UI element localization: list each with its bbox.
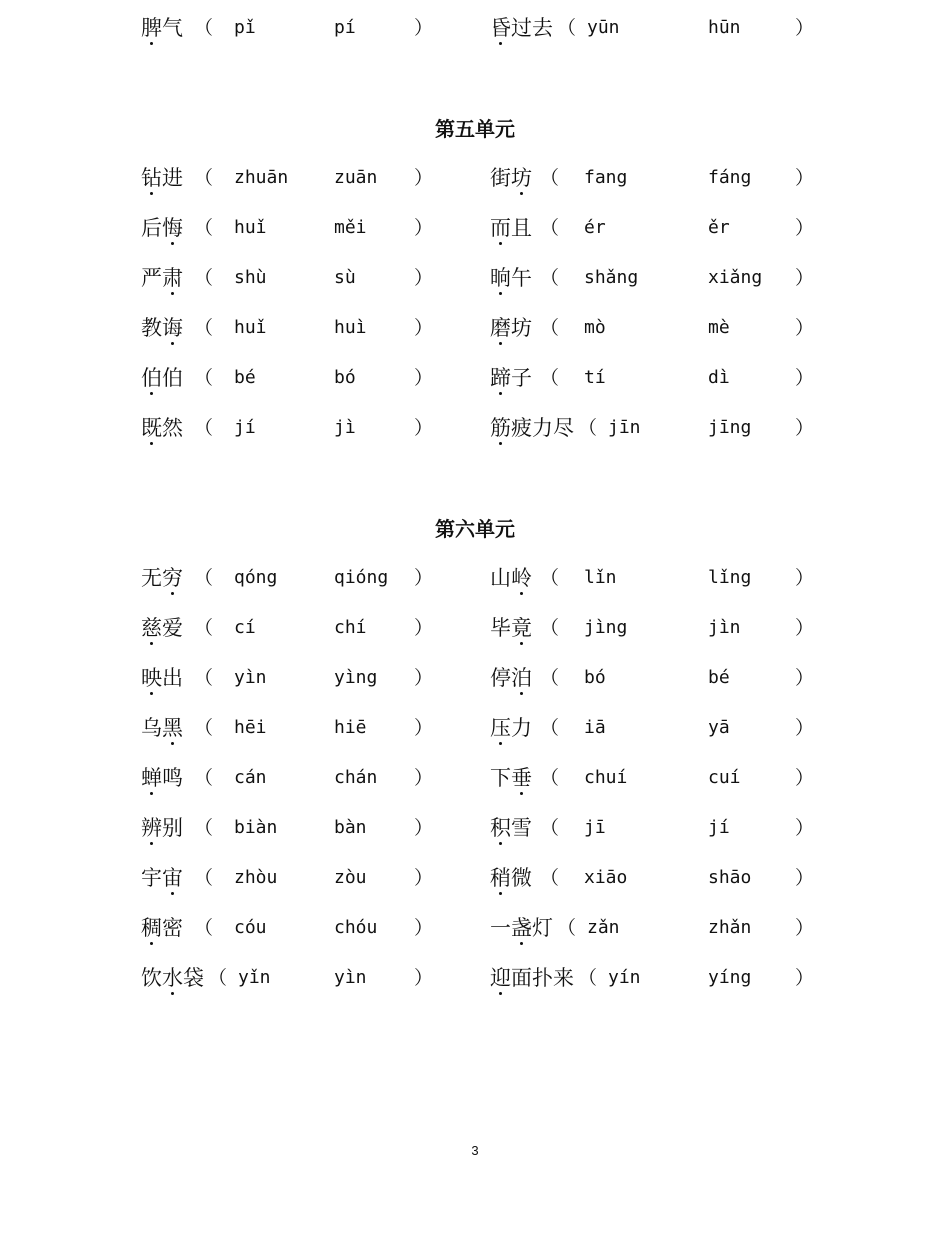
word-suffix: 微: [511, 866, 532, 890]
word-prefix: 严: [141, 266, 162, 290]
word-suffix: 坊: [511, 316, 532, 340]
close-paren: ）: [414, 617, 434, 639]
dotted-character: 迎: [490, 960, 511, 996]
pinyin-option-b[interactable]: pí: [334, 17, 356, 38]
close-paren: ）: [795, 917, 815, 939]
dotted-character: 岭: [511, 560, 532, 596]
pinyin-option-a[interactable]: yín: [608, 967, 641, 988]
open-paren: （: [194, 767, 214, 789]
pinyin-option-b[interactable]: dì: [708, 367, 730, 388]
open-paren: （: [194, 17, 214, 39]
pinyin-option-a[interactable]: huǐ: [234, 317, 267, 338]
close-paren: ）: [414, 817, 434, 839]
pinyin-option-a[interactable]: ér: [584, 217, 606, 238]
close-paren: ）: [414, 367, 434, 389]
word-suffix: 出: [162, 666, 183, 690]
pinyin-option-a[interactable]: xiāo: [584, 867, 628, 888]
dotted-character: 稠: [141, 910, 162, 946]
close-paren: ）: [795, 217, 815, 239]
word-prefix: 一: [490, 916, 511, 940]
pinyin-option-b[interactable]: yìn: [334, 967, 367, 988]
dotted-character: 伯: [141, 360, 162, 396]
pinyin-option-b[interactable]: ěr: [708, 217, 730, 238]
page-number: 3: [471, 1143, 479, 1158]
pinyin-option-b[interactable]: bó: [334, 367, 356, 388]
dotted-character: 磨: [490, 310, 511, 346]
open-paren: （: [578, 417, 598, 439]
pinyin-option-a[interactable]: biàn: [234, 817, 278, 838]
quiz-item-right: [0, 960, 950, 996]
pinyin-option-a[interactable]: jí: [234, 417, 256, 438]
pinyin-option-a[interactable]: shù: [234, 267, 267, 288]
word-suffix: 雪: [511, 816, 532, 840]
quiz-item-right: [0, 710, 950, 746]
pinyin-option-b[interactable]: bé: [708, 667, 730, 688]
close-paren: ）: [795, 617, 815, 639]
close-paren: ）: [414, 867, 434, 889]
pinyin-option-b[interactable]: fáng: [708, 167, 752, 188]
close-paren: ）: [414, 17, 434, 39]
quiz-word: [490, 260, 532, 296]
dotted-character: 稍: [490, 860, 511, 896]
close-paren: ）: [414, 917, 434, 939]
open-paren: （: [540, 617, 560, 639]
pinyin-option-a[interactable]: yǐn: [238, 967, 271, 988]
word-prefix: 教: [141, 316, 162, 340]
quiz-word: [490, 810, 532, 846]
dotted-character: 盏: [511, 910, 532, 946]
word-suffix: 然: [162, 416, 183, 440]
pinyin-option-a[interactable]: shǎng: [584, 267, 639, 288]
dotted-character: 而: [490, 210, 511, 246]
open-paren: （: [540, 717, 560, 739]
word-suffix: 面扑来: [511, 966, 574, 990]
quiz-word: [490, 860, 532, 896]
dotted-character: 脾: [141, 10, 162, 46]
word-suffix: 伯: [162, 366, 183, 390]
dotted-character: 筋: [490, 410, 511, 446]
close-paren: ）: [414, 567, 434, 589]
word-suffix: 过去: [511, 16, 553, 40]
pinyin-option-b[interactable]: jīng: [708, 417, 752, 438]
pinyin-option-a[interactable]: jīn: [608, 417, 641, 438]
close-paren: ）: [795, 17, 815, 39]
quiz-item-right: [0, 410, 950, 446]
open-paren: （: [194, 717, 214, 739]
word-prefix: 街: [490, 166, 511, 190]
close-paren: ）: [414, 267, 434, 289]
open-paren: （: [540, 267, 560, 289]
pinyin-option-a[interactable]: cán: [234, 767, 267, 788]
open-paren: （: [540, 767, 560, 789]
pinyin-option-b[interactable]: jìn: [708, 617, 741, 638]
open-paren: （: [194, 367, 214, 389]
close-paren: ）: [795, 667, 815, 689]
word-suffix: 疲力尽: [511, 416, 574, 440]
dotted-character: 悔: [162, 210, 183, 246]
pinyin-option-b[interactable]: hiē: [334, 717, 367, 738]
open-paren: （: [194, 417, 214, 439]
dotted-character: 坊: [511, 160, 532, 196]
pinyin-option-b[interactable]: bàn: [334, 817, 367, 838]
pinyin-option-a[interactable]: bó: [584, 667, 606, 688]
pinyin-option-b[interactable]: mè: [708, 317, 730, 338]
quiz-item-right: [0, 560, 950, 596]
word-suffix: 灯: [532, 916, 553, 940]
pinyin-option-a[interactable]: fang: [584, 167, 628, 188]
quiz-word: [490, 360, 532, 396]
open-paren: （: [540, 317, 560, 339]
quiz-word: [490, 160, 532, 196]
word-suffix: 进: [162, 166, 183, 190]
open-paren: （: [194, 867, 214, 889]
pinyin-option-a[interactable]: zǎn: [587, 917, 620, 938]
pinyin-option-b[interactable]: jí: [708, 817, 730, 838]
open-paren: （: [540, 167, 560, 189]
pinyin-option-a[interactable]: jìng: [584, 617, 628, 638]
pinyin-option-b[interactable]: lǐng: [708, 567, 752, 588]
word-suffix: 密: [162, 916, 183, 940]
pinyin-option-b[interactable]: huì: [334, 317, 367, 338]
dotted-character: 积: [490, 810, 511, 846]
word-suffix: 气: [162, 16, 183, 40]
pinyin-option-b[interactable]: shāo: [708, 867, 752, 888]
open-paren: （: [194, 667, 214, 689]
pinyin-option-a[interactable]: yūn: [587, 17, 620, 38]
dotted-character: 泊: [511, 660, 532, 696]
pinyin-option-a[interactable]: hēi: [234, 717, 267, 738]
open-paren: （: [540, 867, 560, 889]
pinyin-option-a[interactable]: pǐ: [234, 17, 256, 38]
unit-title: 第五单元: [435, 117, 515, 141]
open-paren: （: [540, 217, 560, 239]
dotted-character: 既: [141, 410, 162, 446]
quiz-word: [490, 660, 532, 696]
quiz-word: [490, 410, 574, 446]
close-paren: ）: [795, 317, 815, 339]
close-paren: ）: [795, 167, 815, 189]
quiz-word: [490, 560, 532, 596]
close-paren: ）: [795, 767, 815, 789]
close-paren: ）: [414, 967, 434, 989]
quiz-word: [490, 960, 574, 996]
close-paren: ）: [795, 717, 815, 739]
quiz-item-right: [0, 660, 950, 696]
pinyin-option-b[interactable]: zòu: [334, 867, 367, 888]
close-paren: ）: [414, 417, 434, 439]
word-suffix: 子: [511, 366, 532, 390]
dotted-character: 蹄: [490, 360, 511, 396]
pinyin-option-b[interactable]: měi: [334, 217, 367, 238]
word-prefix: 毕: [490, 616, 511, 640]
quiz-item-right: [0, 610, 950, 646]
dotted-character: 竟: [511, 610, 532, 646]
dotted-character: 辨: [141, 810, 162, 846]
unit-title: 第六单元: [435, 517, 515, 541]
quiz-word: [490, 760, 532, 796]
pinyin-option-b[interactable]: sù: [334, 267, 356, 288]
quiz-word: [490, 210, 532, 246]
quiz-item-right: [0, 910, 950, 946]
word-suffix: 力: [511, 716, 532, 740]
word-prefix: 无: [141, 566, 162, 590]
dotted-character: 晌: [490, 260, 511, 296]
quiz-item-right: [0, 160, 950, 196]
close-paren: ）: [795, 267, 815, 289]
dotted-character: 宙: [162, 860, 183, 896]
quiz-item-right: [0, 210, 950, 246]
quiz-item-right: [0, 260, 950, 296]
pinyin-option-b[interactable]: chóu: [334, 917, 378, 938]
dotted-character: 昏: [490, 10, 511, 46]
pinyin-option-a[interactable]: cóu: [234, 917, 267, 938]
dotted-character: 诲: [162, 310, 183, 346]
open-paren: （: [540, 667, 560, 689]
pinyin-option-b[interactable]: yìng: [334, 667, 378, 688]
pinyin-option-a[interactable]: mò: [584, 317, 606, 338]
close-paren: ）: [795, 967, 815, 989]
dotted-character: 映: [141, 660, 162, 696]
quiz-item-right: [0, 760, 950, 796]
pinyin-option-a[interactable]: zhòu: [234, 867, 278, 888]
quiz-word: [490, 610, 532, 646]
word-prefix: 乌: [141, 716, 162, 740]
quiz-word: [490, 710, 532, 746]
close-paren: ）: [414, 717, 434, 739]
word-prefix: 下: [490, 766, 511, 790]
quiz-word: [490, 910, 553, 946]
pinyin-option-b[interactable]: qióng: [334, 567, 389, 588]
close-paren: ）: [795, 817, 815, 839]
close-paren: ）: [414, 667, 434, 689]
pinyin-option-a[interactable]: chuí: [584, 767, 628, 788]
pinyin-option-b[interactable]: yíng: [708, 967, 752, 988]
pinyin-option-a[interactable]: cí: [234, 617, 256, 638]
word-suffix: 袋: [183, 966, 204, 990]
close-paren: ）: [414, 167, 434, 189]
open-paren: （: [194, 267, 214, 289]
word-suffix: 且: [511, 216, 532, 240]
close-paren: ）: [414, 767, 434, 789]
open-paren: （: [194, 917, 214, 939]
dotted-character: 肃: [162, 260, 183, 296]
open-paren: （: [557, 917, 577, 939]
close-paren: ）: [795, 367, 815, 389]
word-suffix: 鸣: [162, 766, 183, 790]
close-paren: ）: [795, 867, 815, 889]
pinyin-option-a[interactable]: bé: [234, 367, 256, 388]
pinyin-option-a[interactable]: iā: [584, 717, 606, 738]
word-suffix: 爱: [162, 616, 183, 640]
pinyin-option-a[interactable]: jī: [584, 817, 606, 838]
quiz-item-right: [0, 810, 950, 846]
dotted-character: 慈: [141, 610, 162, 646]
dotted-character: 压: [490, 710, 511, 746]
close-paren: ）: [414, 317, 434, 339]
pinyin-option-b[interactable]: chán: [334, 767, 378, 788]
pinyin-option-a[interactable]: qóng: [234, 567, 278, 588]
quiz-item-right: [0, 360, 950, 396]
open-paren: （: [540, 817, 560, 839]
open-paren: （: [540, 367, 560, 389]
pinyin-option-b[interactable]: hūn: [708, 17, 741, 38]
pinyin-option-b[interactable]: chí: [334, 617, 367, 638]
close-paren: ）: [414, 217, 434, 239]
open-paren: （: [208, 967, 228, 989]
dotted-character: 钻: [141, 160, 162, 196]
pinyin-option-b[interactable]: zuān: [334, 167, 378, 188]
pinyin-option-b[interactable]: zhǎn: [708, 917, 752, 938]
pinyin-option-a[interactable]: lǐn: [584, 567, 617, 588]
open-paren: （: [578, 967, 598, 989]
open-paren: （: [194, 217, 214, 239]
open-paren: （: [194, 317, 214, 339]
open-paren: （: [194, 617, 214, 639]
word-prefix: 山: [490, 566, 511, 590]
open-paren: （: [194, 817, 214, 839]
word-prefix: 停: [490, 666, 511, 690]
pinyin-option-a[interactable]: huǐ: [234, 217, 267, 238]
pinyin-option-b[interactable]: jì: [334, 417, 356, 438]
quiz-word: [490, 310, 532, 346]
pinyin-option-a[interactable]: tí: [584, 367, 606, 388]
dotted-character: 黑: [162, 710, 183, 746]
open-paren: （: [194, 567, 214, 589]
close-paren: ）: [795, 567, 815, 589]
word-prefix: 饮: [141, 966, 162, 990]
open-paren: （: [540, 567, 560, 589]
dotted-character: 垂: [511, 760, 532, 796]
open-paren: （: [194, 167, 214, 189]
pinyin-option-b[interactable]: yā: [708, 717, 730, 738]
pinyin-option-b[interactable]: xiǎng: [708, 267, 763, 288]
word-prefix: 宇: [141, 866, 162, 890]
dotted-character: 蝉: [141, 760, 162, 796]
quiz-item-right: [0, 860, 950, 896]
open-paren: （: [557, 17, 577, 39]
dotted-character: 水: [162, 960, 183, 996]
word-suffix: 别: [162, 816, 183, 840]
dotted-character: 穷: [162, 560, 183, 596]
quiz-item-right: [0, 310, 950, 346]
pinyin-option-a[interactable]: zhuān: [234, 167, 289, 188]
word-prefix: 后: [141, 216, 162, 240]
close-paren: ）: [795, 417, 815, 439]
pinyin-option-b[interactable]: cuí: [708, 767, 741, 788]
word-suffix: 午: [511, 266, 532, 290]
pinyin-option-a[interactable]: yìn: [234, 667, 267, 688]
